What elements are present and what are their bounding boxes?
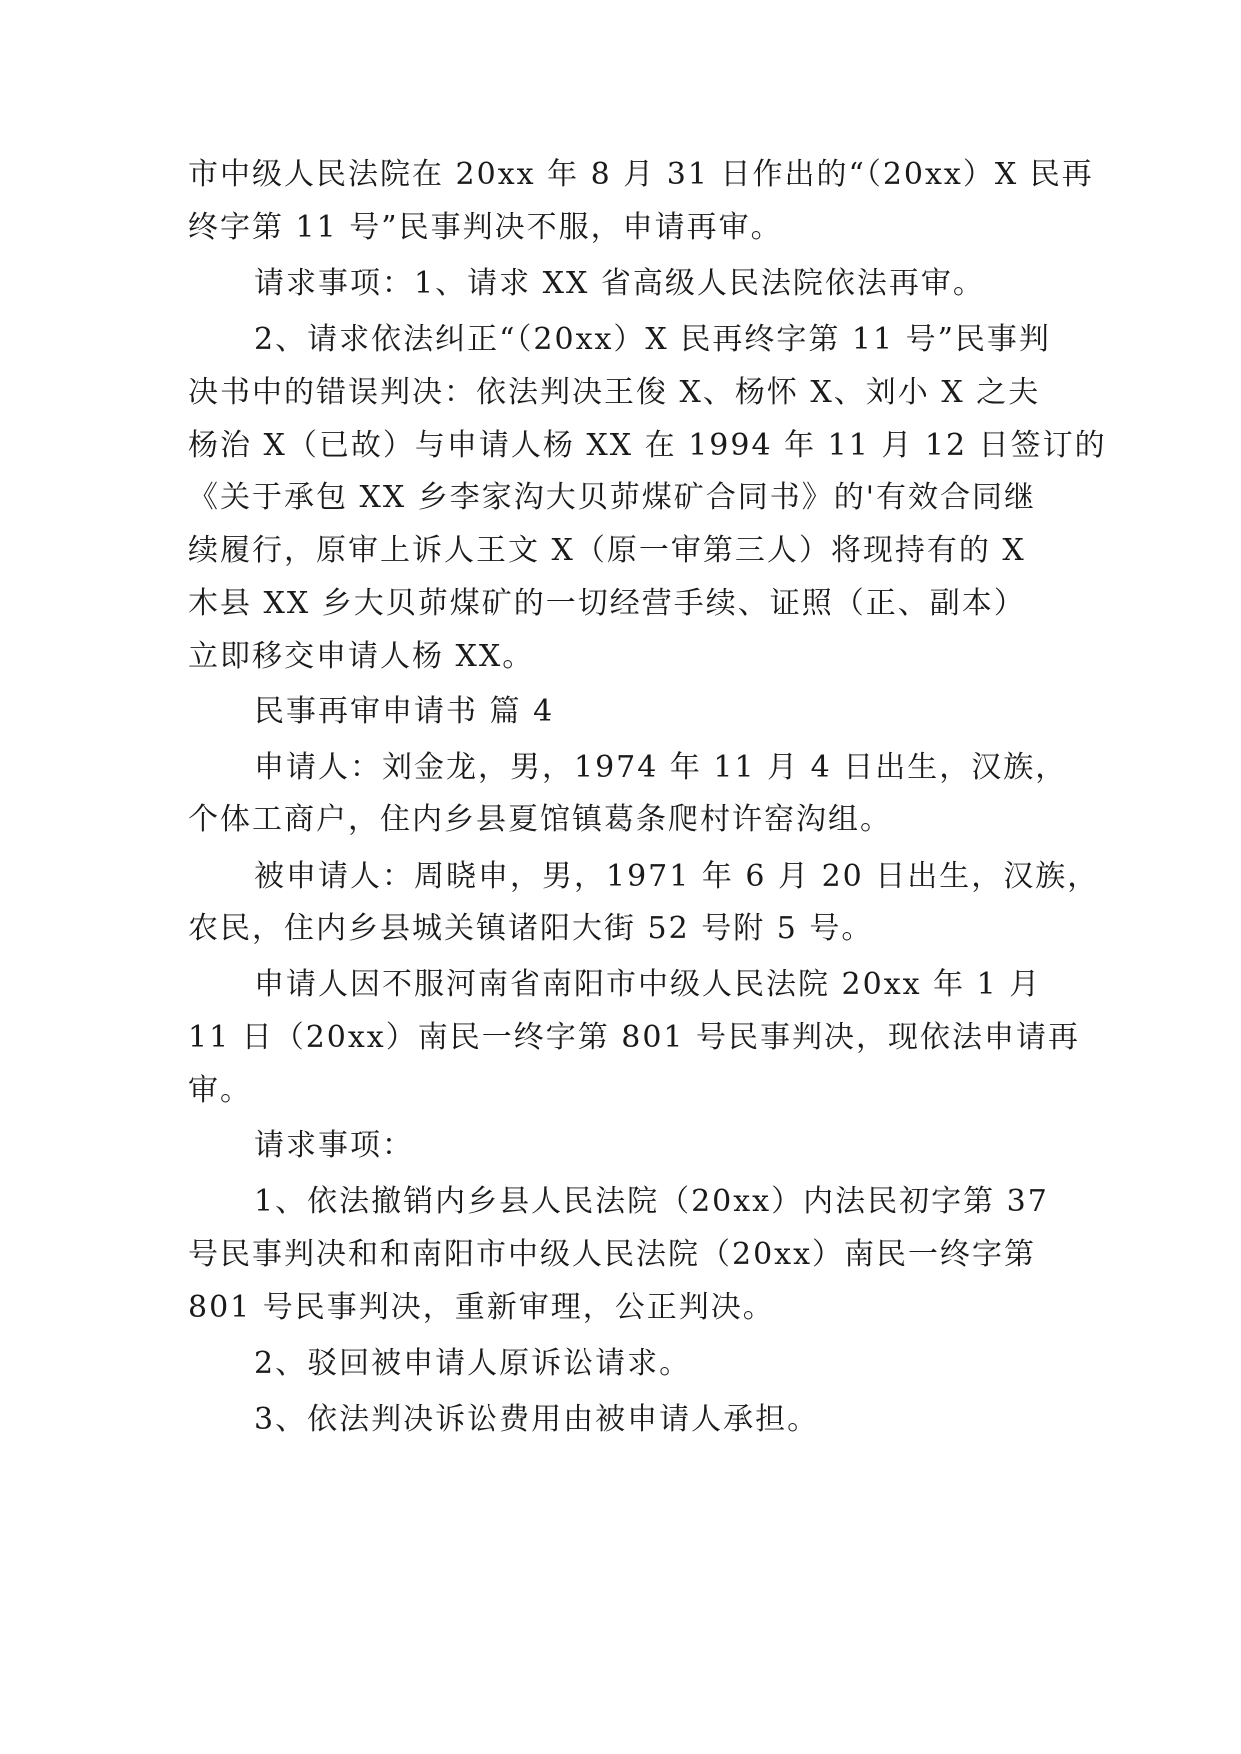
- text-line: 2、驳回被申请人原诉讼请求。: [254, 1346, 692, 1381]
- text-line: 木县 XX 乡大贝茆煤矿的一切经营手续、证照（正、副本）: [188, 586, 1026, 621]
- text-line: 被申请人：周晓申，男，1971 年 6 月 20 日出生，汉族，: [254, 859, 1100, 894]
- text-line: 请求事项：: [254, 1128, 414, 1163]
- text-line: 3、依法判决诉讼费用由被申请人承担。: [254, 1402, 820, 1437]
- text-line: 农民，住内乡县城关镇诸阳大街 52 号附 5 号。: [188, 911, 874, 946]
- text-line: 请求事项：1、请求 XX 省高级人民法院依法再审。: [254, 266, 985, 301]
- text-line: 终字第 11 号”民事判决不服，申请再审。: [188, 210, 783, 245]
- text-line: 个体工商户，住内乡县夏馆镇葛条爬村许窑沟组。: [188, 802, 892, 837]
- text-line: 2、请求依法纠正“（20xx）X 民再终字第 11 号”民事判: [254, 322, 1051, 357]
- text-line: 1、依法撤销内乡县人民法院（20xx）内法民初字第 37: [254, 1184, 1049, 1219]
- text-line: 杨治 X（已故）与申请人杨 XX 在 1994 年 11 月 12 日签订的: [188, 428, 1107, 463]
- text-line: 申请人因不服河南省南阳市中级人民法院 20xx 年 1 月: [254, 967, 1042, 1002]
- text-line: 《关于承包 XX 乡李家沟大贝茆煤矿合同书》的'有效合同继: [188, 480, 1037, 515]
- text-line: 决书中的错误判决：依法判决王俊 X、杨怀 X、刘小 X 之夫: [188, 375, 1041, 410]
- text-line: 申请人：刘金龙，男，1974 年 11 月 4 日出生，汉族，: [254, 750, 1068, 785]
- text-line: 续履行，原审上诉人王文 X（原一审第三人）将现持有的 X: [188, 533, 1026, 568]
- text-line: 立即移交申请人杨 XX。: [188, 639, 535, 674]
- text-line: 11 日（20xx）南民一终字第 801 号民事判决，现依法申请再: [188, 1020, 1081, 1055]
- section-heading: 民事再审申请书 篇 4: [254, 694, 555, 729]
- text-line: 市中级人民法院在 20xx 年 8 月 31 日作出的“（20xx）X 民再: [188, 157, 1094, 192]
- text-line: 801 号民事判决，重新审理，公正判决。: [188, 1290, 775, 1325]
- text-line: 号民事判决和和南阳市中级人民法院（20xx）南民一终字第: [188, 1237, 1037, 1272]
- text-line: 审。: [188, 1073, 252, 1108]
